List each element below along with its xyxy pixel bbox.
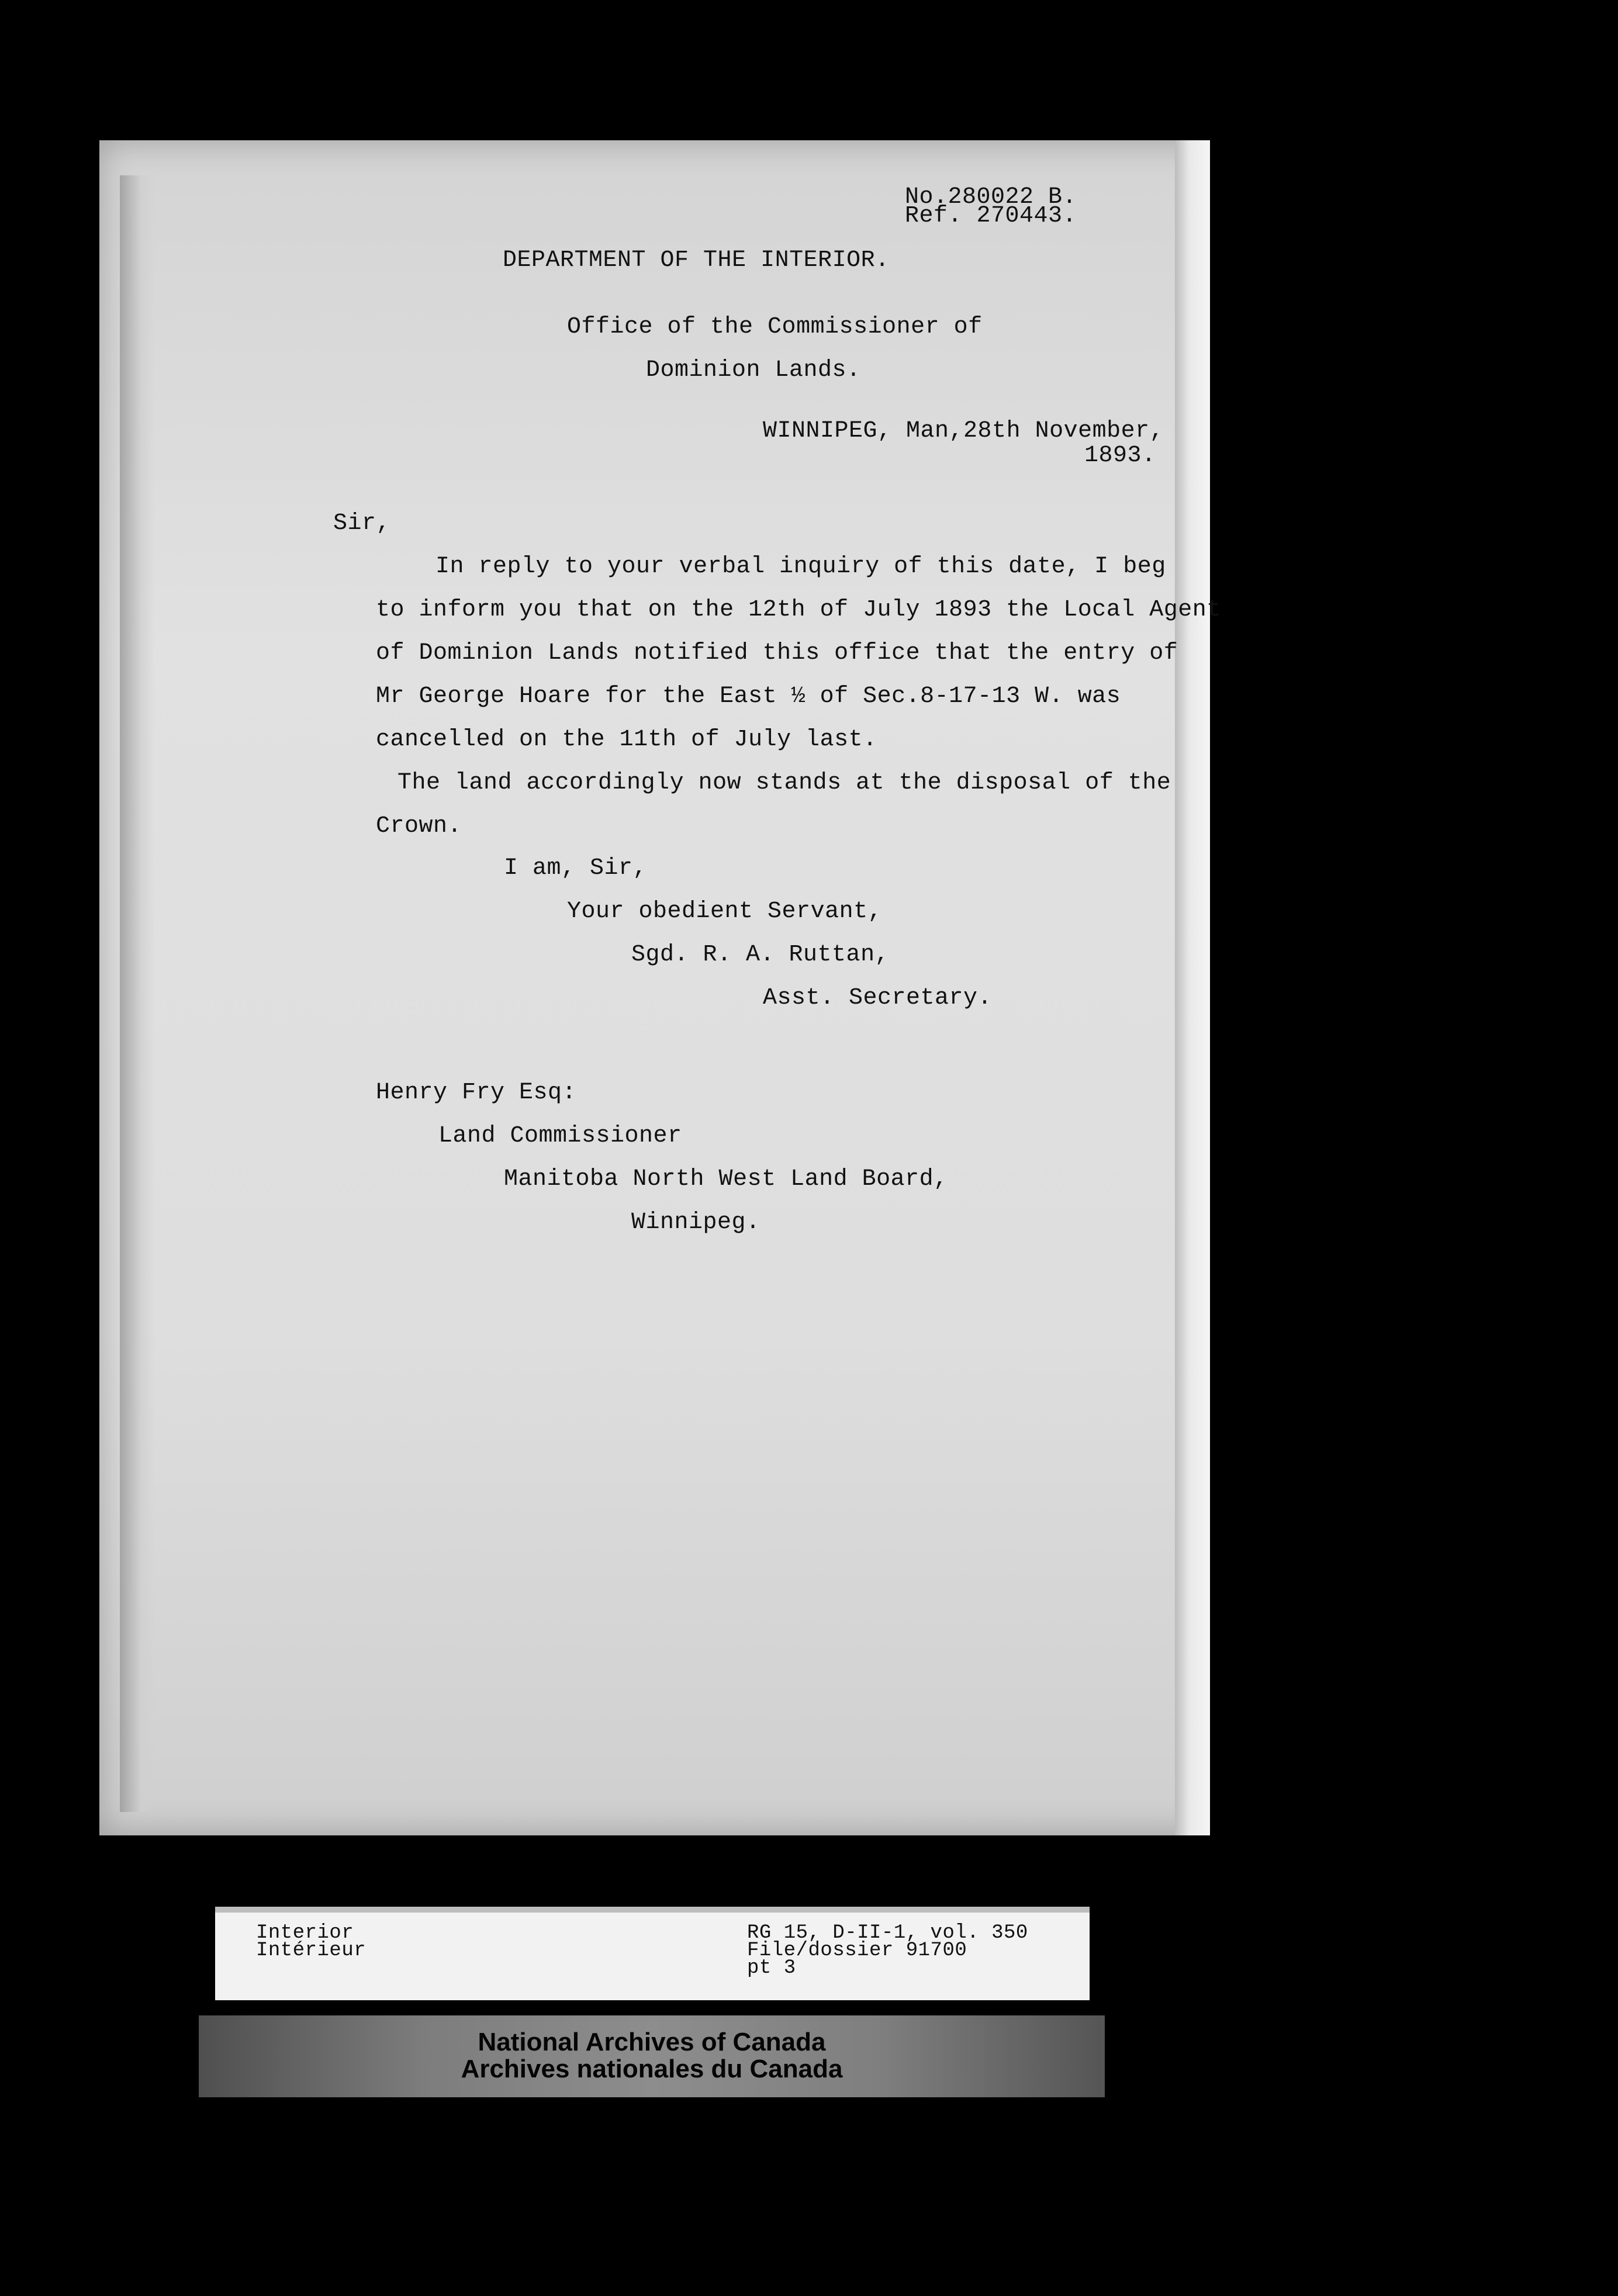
addressee-role: Land Commissioner — [438, 1123, 682, 1149]
body-line-5: cancelled on the 11th of July last. — [376, 727, 877, 753]
body-line-6: The land accordingly now stands at the disposal of the — [397, 770, 1171, 796]
department-heading: DEPARTMENT OF THE INTERIOR. — [503, 247, 890, 274]
page-edge-right — [1175, 140, 1210, 1835]
signatory-title: Asst. Secretary. — [763, 985, 993, 1011]
page-edge-left — [120, 175, 155, 1812]
reference-number: Ref. 270443. — [905, 203, 1077, 229]
signature: Sgd. R. A. Ruttan, — [631, 942, 890, 968]
closing-line-1: I am, Sir, — [504, 855, 648, 881]
addressee-name: Henry Fry Esq: — [376, 1080, 577, 1106]
body-line-7: Crown. — [376, 813, 462, 839]
salutation: Sir, — [333, 510, 391, 537]
archives-name-fr: Archives nationales du Canada — [461, 2055, 843, 2083]
archive-reference-label — [215, 1907, 1090, 2000]
label-record-group: RG 15, D-II-1, vol. 350 — [747, 1922, 1028, 1944]
file-number: No.280022 B. — [905, 184, 1077, 210]
archives-name-en: National Archives of Canada — [478, 2028, 826, 2056]
dominion-lands-heading: Dominion Lands. — [646, 357, 861, 383]
label-part: pt 3 — [747, 1957, 796, 1979]
date-year: 1893. — [1084, 442, 1156, 469]
national-archives-banner — [199, 2015, 1105, 2097]
document-page — [99, 140, 1210, 1835]
addressee-city: Winnipeg. — [631, 1209, 760, 1236]
label-department-fr: Intérieur — [256, 1939, 367, 1962]
addressee-board: Manitoba North West Land Board, — [504, 1166, 948, 1192]
office-heading: Office of the Commissioner of — [567, 314, 983, 340]
body-line-3: of Dominion Lands notified this office that the entry of — [376, 640, 1178, 666]
place-date: WINNIPEG, Man,28th November, — [763, 418, 1164, 444]
body-line-4: Mr George Hoare for the East ½ of Sec.8-17-13 W. was — [376, 683, 1121, 710]
body-line-2: to inform you that on the 12th of July 1893 the Local Agent — [376, 597, 1221, 623]
label-file-number: File/dossier 91700 — [747, 1939, 967, 1962]
closing-line-2: Your obedient Servant, — [567, 898, 883, 925]
label-department-en: Interior — [256, 1922, 354, 1944]
body-line-1: In reply to your verbal inquiry of this date, I beg — [435, 554, 1166, 580]
